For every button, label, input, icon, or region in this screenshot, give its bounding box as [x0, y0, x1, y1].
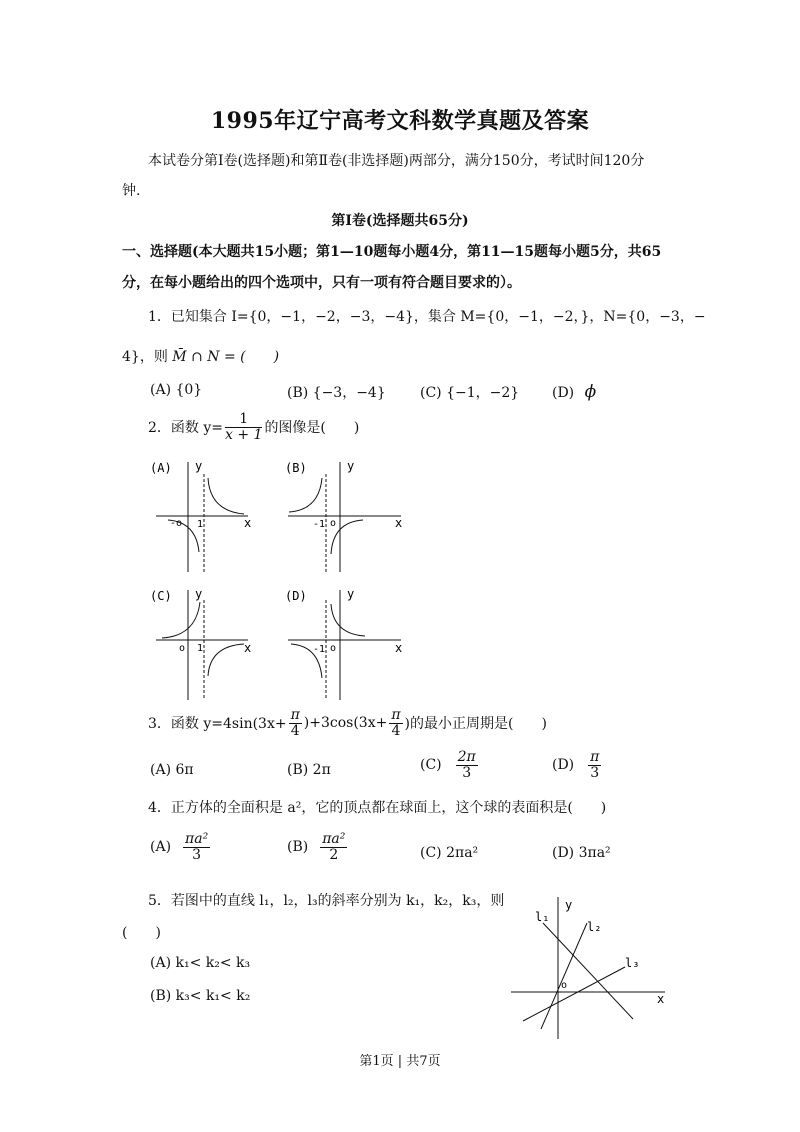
graph-c-label: (C) [150, 589, 172, 603]
graph-d-origin: o [330, 643, 337, 654]
q2-graph-c [148, 584, 263, 700]
q3-option-c-denominator: 3 [462, 764, 472, 781]
q3-fraction-1-numerator: π [290, 707, 300, 723]
q1-option-a: (A) {0} [150, 382, 203, 398]
q4-option-b-denominator: 2 [329, 846, 339, 863]
q4-option-c: (C) 2πa² [420, 845, 479, 861]
q5-line-2: ( ) [122, 925, 161, 941]
graph-d-x-label: x [395, 641, 403, 655]
page-footer: 第1页 | 共7页 [359, 1054, 441, 1069]
q3-fraction-2 [389, 708, 402, 738]
graph-c-origin: o [179, 643, 186, 654]
q2-prefix: 2．函数 y= [148, 420, 223, 437]
q5-line-1: 5．若图中的直线 l₁，l₂，l₃的斜率分别为 k₁，k₂，k₃，则 [148, 893, 505, 909]
q3-option-a: (A) 6π [150, 762, 194, 778]
graph-b-y-label: y [347, 459, 355, 473]
q3-option-c-label: (C) [420, 757, 442, 774]
part1-line-2: 分，在每小题给出的四个选项中，只有一项有符合题目要求的）。 [122, 275, 521, 291]
q1-line-2-prefix: 4}，则 [122, 349, 168, 365]
q5-figure-l1-label: l₁ [535, 910, 550, 924]
graph-a-label: (A) [150, 461, 172, 475]
q4-option-a-denominator: 3 [192, 846, 202, 863]
graph-d-label: (D) [285, 589, 307, 603]
q5-figure-l2-label: l₂ [587, 920, 602, 934]
intro-line-2: 钟. [122, 183, 141, 199]
q2-fraction-denominator: x + 1 [225, 426, 263, 443]
q1-line-1: 1．已知集合 I={0，−1，−2，−3，−4}，集合 M={0，−1，−2，}，N={0，−3，− [148, 309, 706, 325]
q5-option-b: (B) k₃< k₁< k₂ [150, 988, 251, 1004]
q3-option-d-numerator: π [590, 749, 600, 765]
q3-option-c [420, 750, 480, 780]
q3-option-d-label: (D) [552, 757, 575, 774]
q2-graph-d [283, 584, 408, 700]
section-title: 第Ⅰ卷(选择题共65分) [331, 213, 469, 229]
graph-d-y-label: y [347, 587, 355, 601]
q1-expression: M̄ ∩ N = ( ) [172, 349, 280, 365]
q3-suffix: )的最小正周期是( ) [404, 716, 547, 733]
graph-c-x-label: x [244, 641, 252, 655]
q5-option-a: (A) k₁< k₂< k₃ [150, 955, 251, 971]
q3-option-d-fraction [588, 750, 601, 780]
q4-stem: 4．正方体的全面积是 a²，它的顶点都在球面上，这个球的表面积是( ) [148, 800, 607, 816]
q1-option-b: (B) {−3，−4} [287, 385, 386, 401]
q3-fraction-2-numerator: π [391, 707, 401, 723]
graph-b-mark: -1 [313, 519, 326, 530]
line-l1 [543, 923, 633, 1019]
q4-option-b-label: (B) [287, 839, 309, 856]
q2-fraction [225, 412, 262, 442]
q3-fraction-1-denominator: 4 [290, 722, 300, 739]
q4-option-d: (D) 3πa² [552, 845, 611, 861]
graph-d-mark: -1 [313, 644, 326, 655]
q2-fraction-numerator: 1 [225, 412, 262, 428]
q4-option-a [150, 832, 212, 862]
q5-lines-figure [505, 893, 670, 1041]
q1-option-d [552, 382, 596, 402]
q3-option-c-numerator: 2π [457, 749, 476, 765]
q1-option-d-label: (D) [552, 385, 575, 401]
graph-a-origin: -o [170, 518, 183, 529]
q2-graph-a [148, 456, 263, 572]
q4-option-b [287, 832, 349, 862]
q2-stem [148, 412, 359, 442]
q5-figure-l3-label: l₃ [625, 956, 640, 970]
q4-option-a-numerator: πa² [185, 831, 209, 847]
q4-option-b-fraction [320, 832, 347, 862]
graph-a-mark: 1 [197, 519, 204, 530]
q2-suffix: 的图像是( ) [264, 420, 360, 437]
q1-option-c: (C) {−1，−2} [420, 385, 520, 401]
q2-graph-b [283, 456, 408, 572]
graph-b-origin: o [330, 518, 337, 529]
q3-fraction-2-denominator: 4 [391, 722, 401, 739]
part1-line-1: 一、选择题(本大题共15小题；第1—10题每小题4分，第11—15题每小题5分，共65 [122, 244, 662, 260]
q3-option-b: (B) 2π [287, 762, 331, 778]
q3-stem [148, 708, 547, 738]
q5-figure-x-label: x [657, 992, 665, 1006]
q3-middle: )+3cos(3x+ [303, 715, 388, 732]
graph-c-y-label: y [195, 587, 203, 601]
empty-set-symbol: ϕ [584, 382, 597, 402]
line-l2 [541, 923, 587, 1029]
q3-option-d-denominator: 3 [590, 764, 600, 781]
q3-prefix: 3．函数 y=4sin(3x+ [148, 716, 287, 733]
graph-a-y-label: y [195, 459, 203, 473]
graph-c-mark: 1 [197, 643, 204, 654]
intro-line-1: 本试卷分第Ⅰ卷(选择题)和第Ⅱ卷(非选择题)两部分，满分150分，考试时间120分 [148, 153, 645, 169]
q3-option-c-fraction [456, 750, 478, 780]
q5-figure-origin: o [561, 980, 568, 991]
graph-b-x-label: x [395, 516, 403, 530]
q4-option-a-label: (A) [150, 839, 172, 856]
graph-a-x-label: x [244, 516, 252, 530]
q4-option-a-fraction [183, 832, 210, 862]
q3-option-d [552, 750, 603, 780]
q4-option-b-numerator: πa² [322, 831, 346, 847]
q3-fraction-1 [289, 708, 302, 738]
q1-line-2 [122, 346, 279, 366]
graph-b-label: (B) [285, 461, 307, 475]
q5-figure-y-label: y [565, 898, 573, 912]
document-title: 1995年辽宁高考文科数学真题及答案 [210, 108, 590, 134]
